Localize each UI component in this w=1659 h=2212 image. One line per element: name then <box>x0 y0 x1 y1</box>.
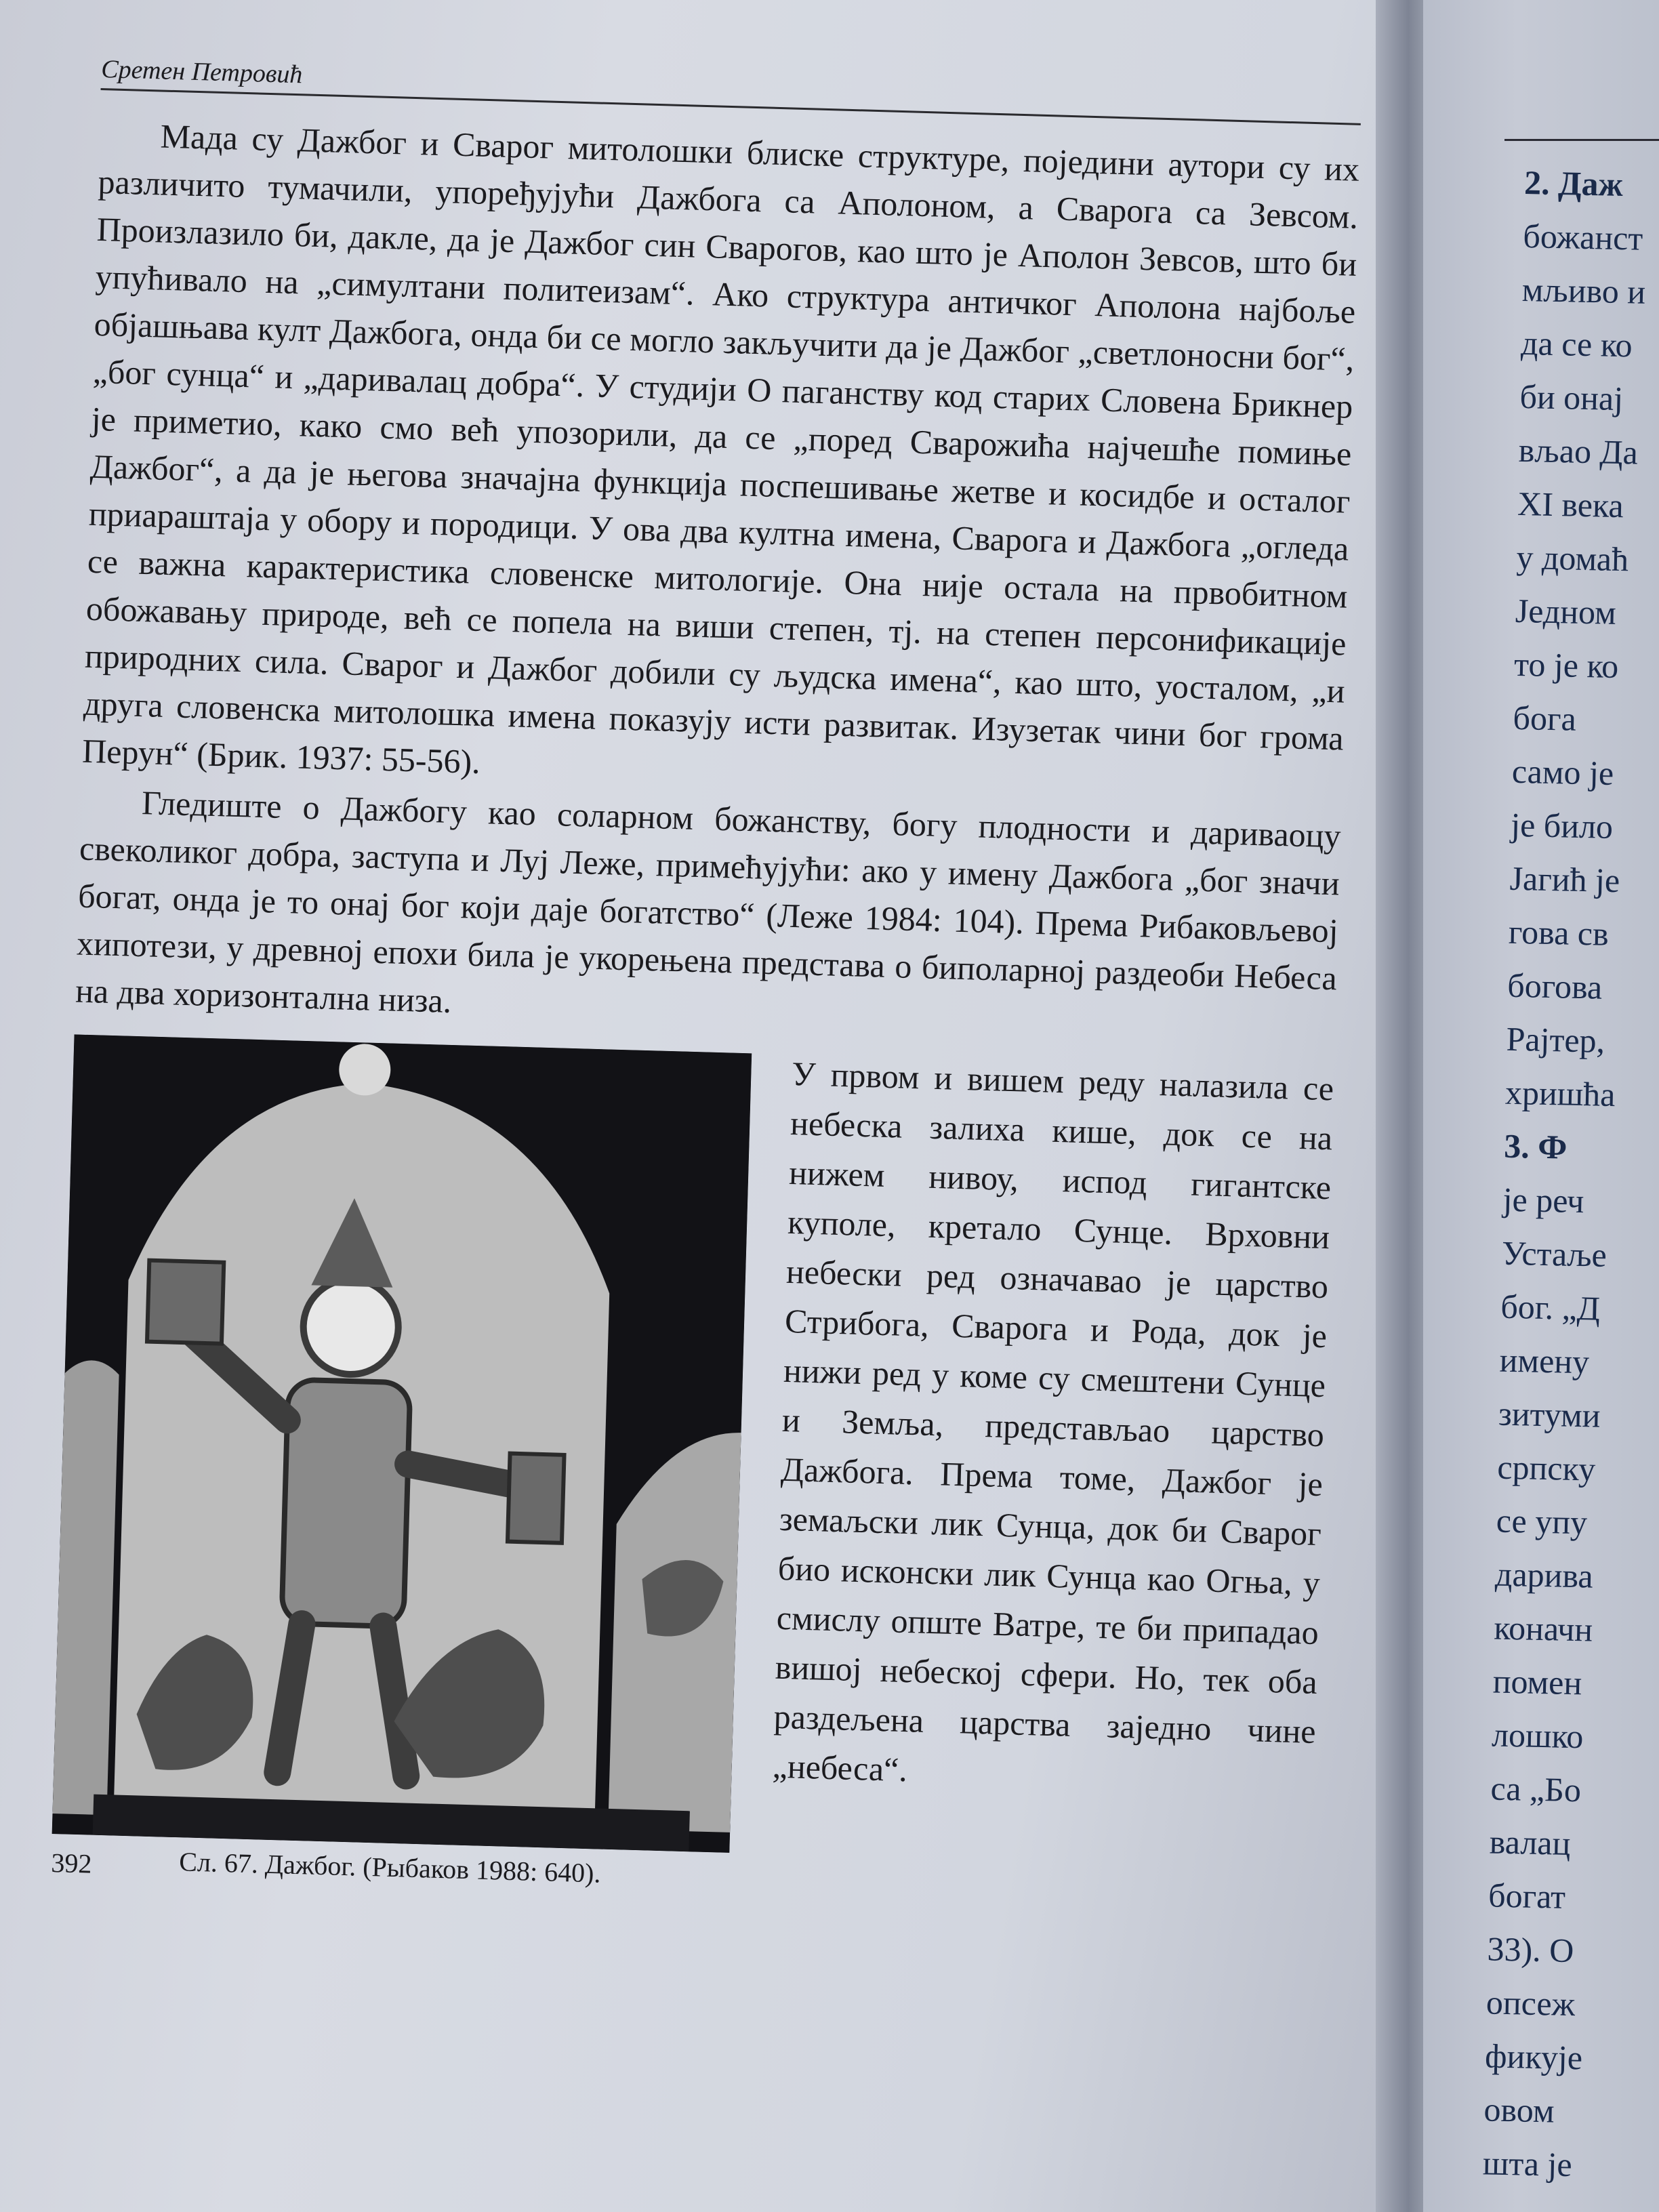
right-page-line: је реч <box>1502 1180 1584 1221</box>
right-page-line: Рајтер, <box>1506 1019 1605 1060</box>
right-page-line: у домаћ <box>1516 537 1629 579</box>
right-page-line: мљиво и <box>1521 270 1646 311</box>
dazhbog-illustration <box>52 1034 752 1852</box>
page-number: 392 <box>50 1847 93 1879</box>
right-page-line: 3. Ф <box>1503 1126 1568 1166</box>
right-page-line: опсеж <box>1486 1983 1576 2024</box>
book-gutter <box>1376 0 1430 2212</box>
paragraph-3: У првом и вишем реду налазила се небеска залиха кише, док се на нижем нивоу, испод гигантске куполе, кретало Сунце. Врховни небески ред означавао је царство Стрибога, Сварога и Рода, док је нижи ред у коме су смештени Сунце и Земља, представљао царство Дажбога. Према томе, Дажбог је земаљски лик Сунца, док би Сварог био исконски лик Сунца као Огња, у смислу опште Ватре, те би припадао вишој небеској сфери. Но, тек оба раздељена царства заједно чине „небеса“. <box>772 1054 1334 1789</box>
right-page-line: шта је <box>1482 2144 1573 2184</box>
right-page-line: имену <box>1499 1340 1590 1381</box>
right-page-line: божанст <box>1522 216 1643 258</box>
paragraph-1: Мада су Дажбог и Сварог митолошки блиске структуре, поједини аутори су их различито тумачили, упоређујући Дажбога са Аполоном, а Сварога са Зевсом. Произлазило би, дакле, да је Дажбог син Сварогов, као што је Аполон Зевсов, што би упућивало на „симултани политеизам“. Ако структура античког Аполона најбоље објашњава култ Дажбога, онда би се могло закључити да је Дажбог „светлоносни бог“, „бог сунца“ и „даривалац добра“. У студији О паганству код старих Словена Брикнер је приметио, како смо већ упозорили, да се „поред Сварожића најчешће помиње Дажбог“, а да је његова значајна функција поспешивање жетве и косидбе и осталог приараштаја у обору и породици. У ова два култна имена, Сварога и Дажбога „огледа се важна карактеристика словенске митологије. Она није остала на првобитном обожавању природе, већ се попела на виши степен, тј. на степен персонификације природних сила. Сварог и Дажбог добили су људска имена“, као што, уосталом, „и друга словенска митолошка имена показују исти развитак. Изузетак чини бог грома Перун“ (Брик. 1937: 55-56). <box>81 117 1360 781</box>
right-page-line: богат <box>1488 1876 1566 1916</box>
figure-image-dazhbog <box>52 1034 752 1852</box>
running-head: Сретен Петровић <box>101 54 1362 125</box>
right-page-line: гова св <box>1508 912 1610 953</box>
left-page-content <box>51 54 1361 1914</box>
right-page-content <box>1482 156 1659 2194</box>
right-page-line: би онај <box>1519 377 1624 418</box>
right-page-line: Јагић је <box>1509 859 1620 900</box>
right-page-line: XI века <box>1517 484 1624 525</box>
right-page-line: Једном <box>1515 591 1617 632</box>
right-page-rule <box>1504 139 1659 141</box>
right-page-line: бога <box>1513 698 1577 738</box>
right-page-line: српску <box>1496 1448 1596 1488</box>
right-page <box>1423 0 1659 2212</box>
right-page-line: зитуми <box>1498 1394 1601 1435</box>
right-page-line: то је ко <box>1513 644 1619 686</box>
right-page-line: помен <box>1492 1662 1582 1702</box>
right-page-line: богова <box>1507 966 1603 1006</box>
right-page-line: хришћа <box>1504 1073 1616 1114</box>
right-page-line: само је <box>1511 752 1614 792</box>
right-page-line: се упу <box>1496 1501 1588 1542</box>
right-page-line: Устаље <box>1501 1233 1607 1274</box>
right-page-line: коначн <box>1493 1608 1593 1649</box>
figure-caption: Сл. 67. Дажбог. (Рыбаков 1988: 640). <box>178 1846 602 1889</box>
right-page-line: да се ко <box>1520 323 1633 365</box>
figure <box>51 1034 752 1897</box>
right-page-line: дарива <box>1494 1555 1594 1595</box>
right-page-line: 33). О <box>1487 1929 1574 1970</box>
right-page-line: бог. „Д <box>1500 1287 1601 1328</box>
right-page-line: фикује <box>1484 2036 1583 2077</box>
right-page-line: лошко <box>1491 1715 1584 1756</box>
right-page-line: са „Бо <box>1490 1769 1582 1809</box>
right-page-line: валац <box>1489 1822 1571 1862</box>
right-page-line: вљао Да <box>1518 430 1639 472</box>
figure-section <box>50 1029 1334 1889</box>
right-page-line: овом <box>1483 2090 1555 2130</box>
right-page-line: је било <box>1510 805 1614 846</box>
paragraph-2: Гледиште о Дажбогу као соларном божанству, богу плодности и дариваоцу свеколиког добра, заступа и Луј Леже, примећујући: ако у имену Дажбога „бог значи богат, онда је то онај бог који даје богатство“ (Леже 1984: 104). Према Рибаковљевој хипотези, у древној епохи била је укорењена представа о биполарној раздеоби Небеса на два хоризонтална низа. <box>75 783 1342 1020</box>
right-page-line: 2. Даж <box>1523 163 1624 204</box>
